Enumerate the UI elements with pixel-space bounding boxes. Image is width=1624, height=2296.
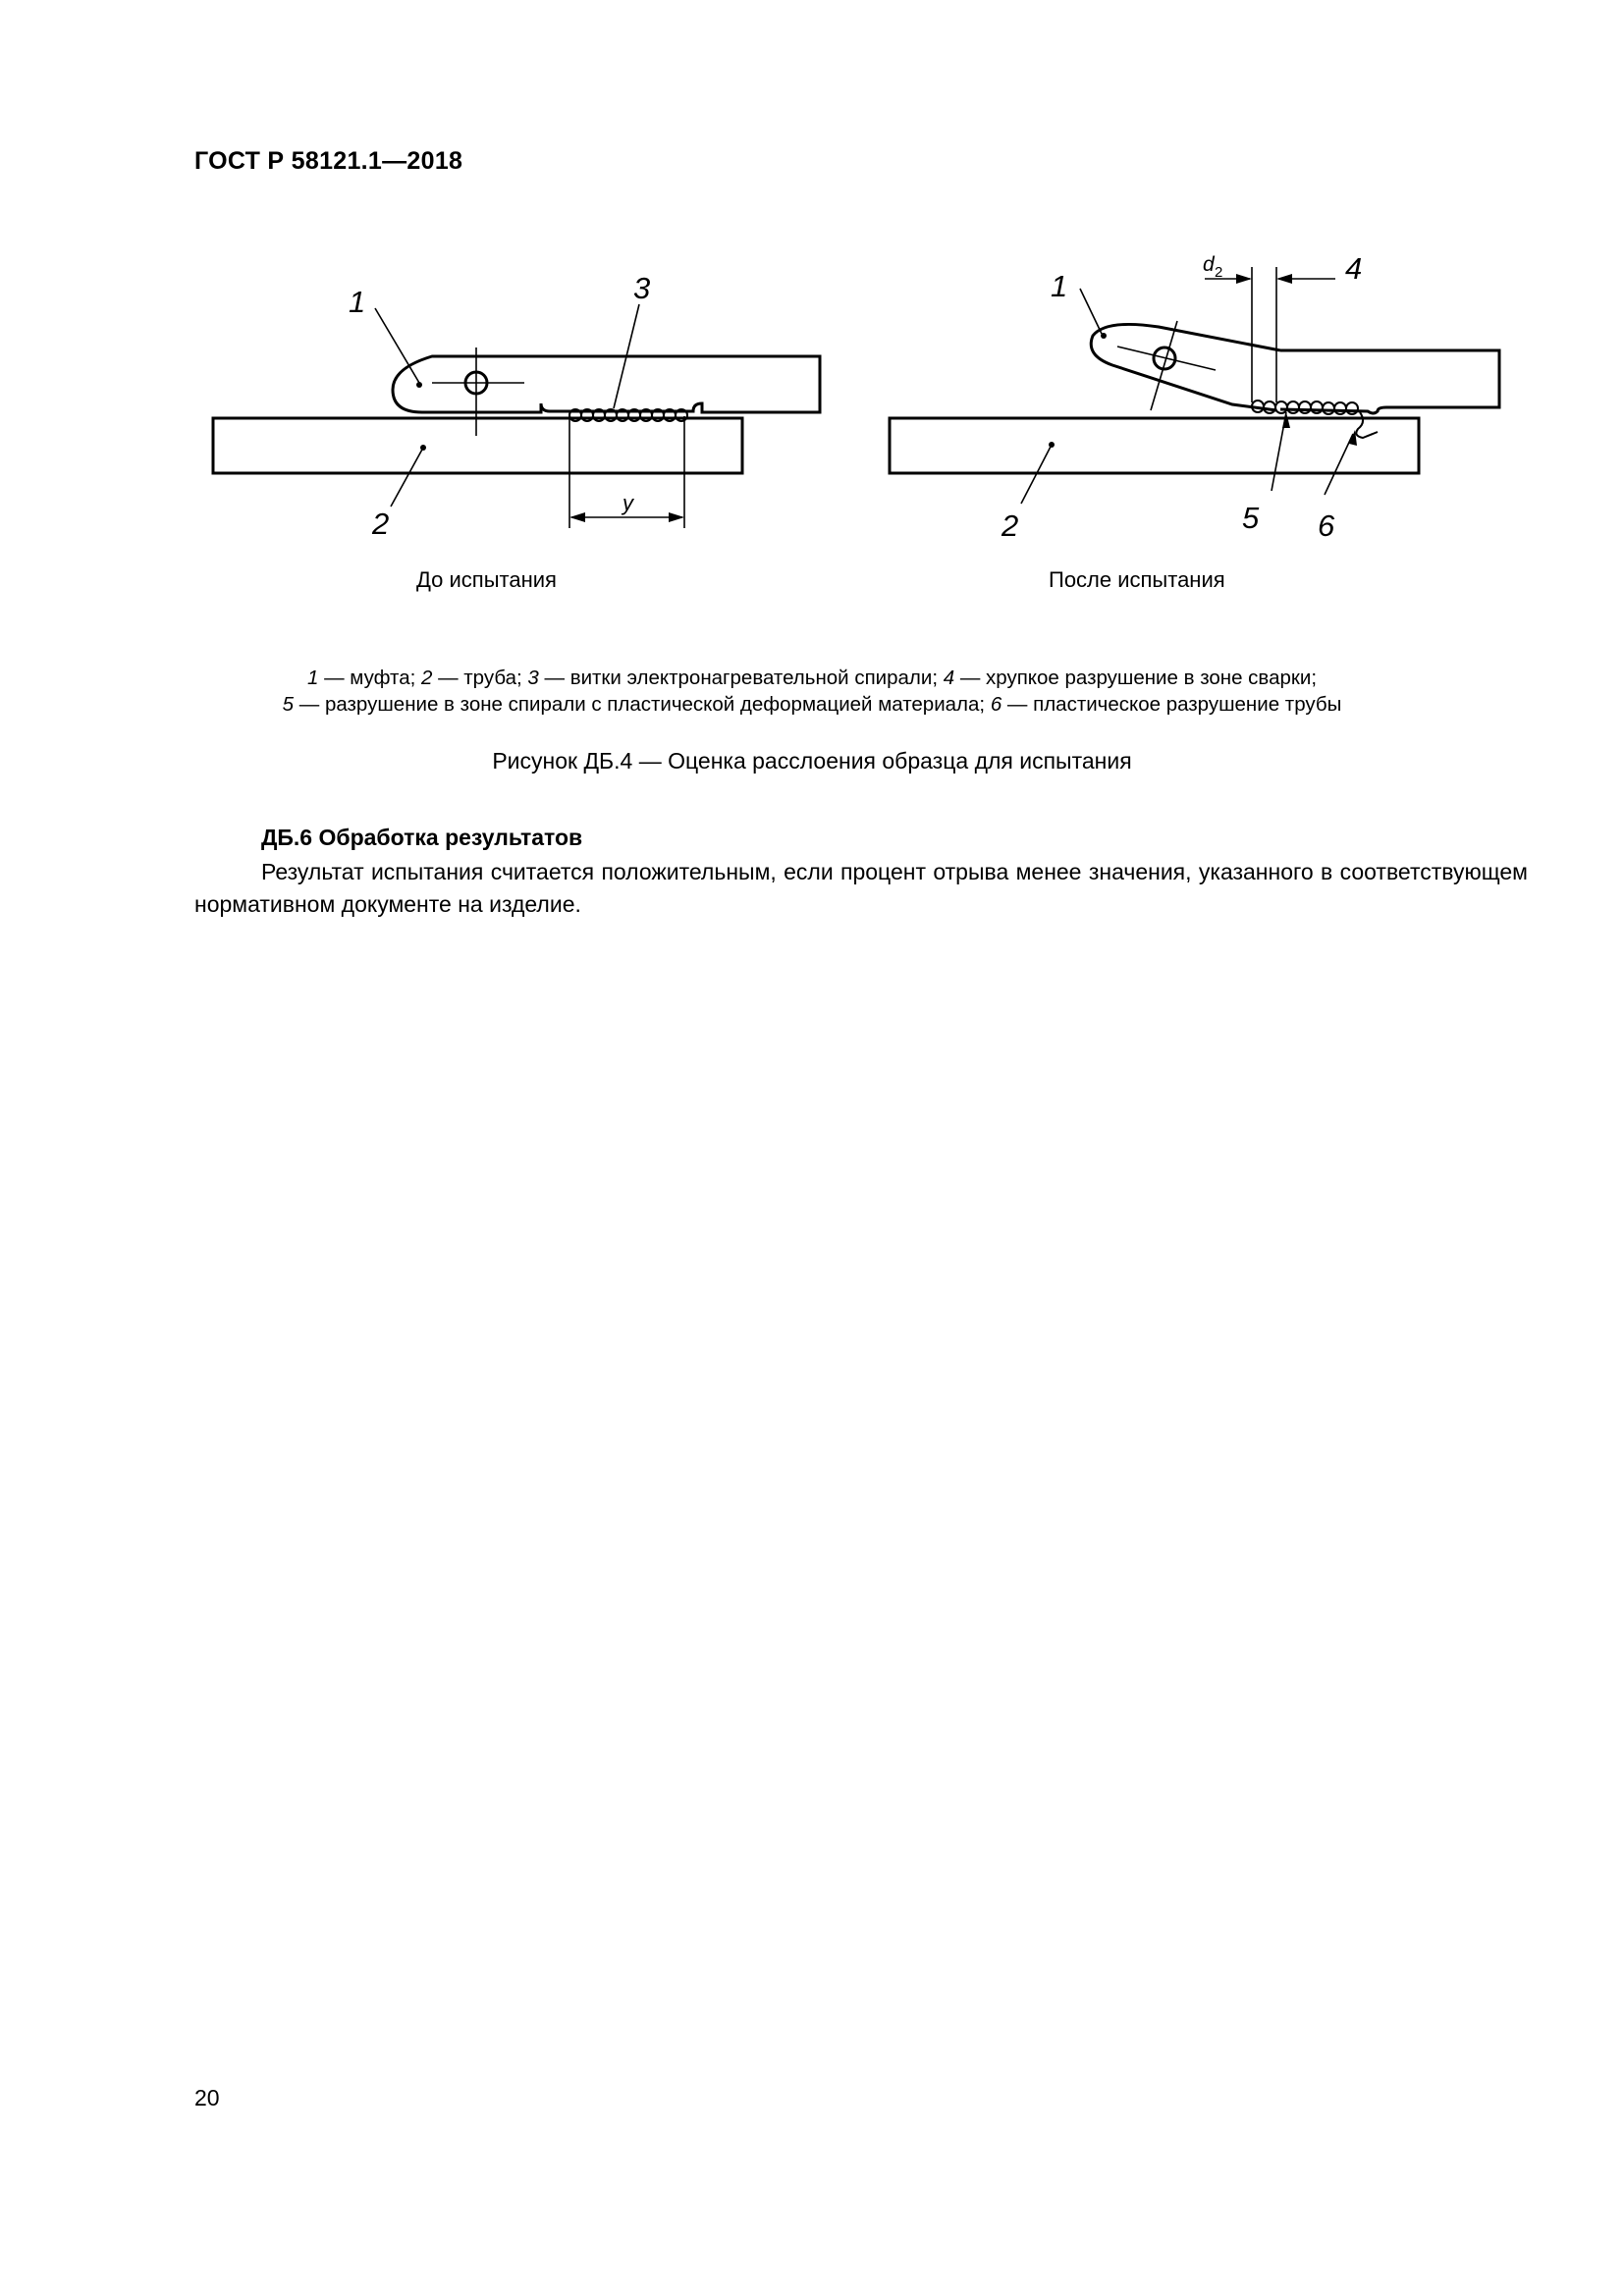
right-label-5: 5 [1242, 501, 1260, 535]
legend-item: 2 — труба; [421, 667, 528, 689]
legend-item: 6 — пластическое разрушение трубы [990, 693, 1342, 716]
page-number: 20 [194, 2085, 220, 2110]
left-coupling [393, 356, 820, 412]
figure-legend-line-1 [187, 664, 1437, 692]
figure-legend-line-2 [187, 690, 1437, 719]
right-label-2: 2 [1001, 508, 1019, 543]
figure-title: Рисунок ДБ.4 — Оценка расслоения образца для испытания [492, 748, 1132, 774]
right-label-6: 6 [1318, 508, 1335, 543]
legend-item: 4 — хрупкое разрушение в зоне сварки; [943, 667, 1318, 689]
section-paragraph: Результат испытания считается положительным, если процент отрыва менее значения, указанного в соответствующем нормативном документе на изделие. [194, 859, 1528, 917]
left-label-1: 1 [349, 285, 366, 319]
left-pipe [213, 418, 742, 473]
right-label-4: 4 [1345, 251, 1363, 286]
right-pipe [890, 418, 1419, 473]
right-crack [1356, 412, 1378, 438]
left-label-2: 2 [372, 507, 390, 541]
right-label-1: 1 [1051, 269, 1068, 303]
left-dimension-y: y [623, 491, 633, 515]
legend-item: 1 — муфта; [306, 667, 421, 689]
document-header: ГОСТ Р 58121.1—2018 [194, 147, 463, 175]
right-dimension-d: d [1203, 253, 1215, 276]
right-subcaption: После испытания [1049, 567, 1225, 592]
right-dimension-sub: 2 [1215, 264, 1223, 281]
legend-item: 5 — разрушение в зоне спирали с пластической деформацией материала; [282, 693, 991, 716]
figure-drawing [0, 0, 1624, 628]
left-subcaption: До испытания [416, 567, 557, 592]
legend-item: 3 — витки электронагревательной спирали; [527, 667, 944, 689]
section-heading: ДБ.6 Обработка результатов [261, 825, 583, 850]
left-label-3: 3 [633, 271, 651, 305]
figure-db4 [0, 0, 1624, 628]
